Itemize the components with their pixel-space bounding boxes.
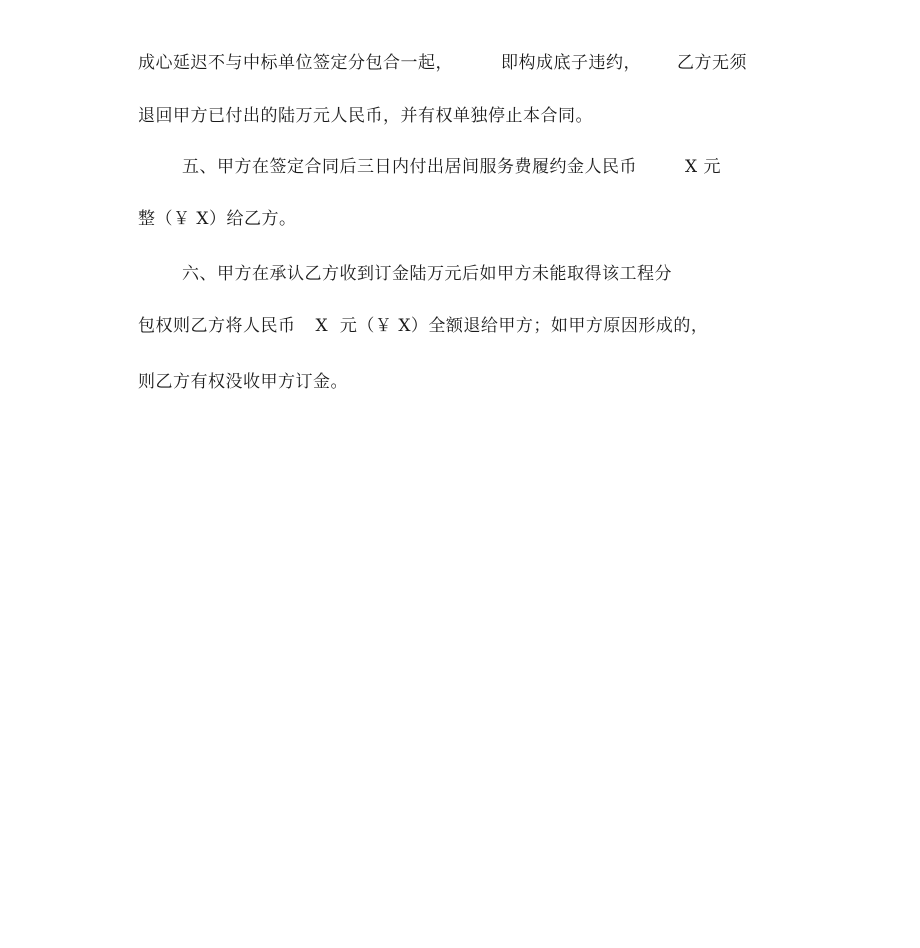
line1-part2: 即构成底子违约， [501, 53, 641, 73]
line3-part1: 五、甲方在签定合同后三日内付出居间服务费履约金人民币 [182, 157, 637, 177]
paragraph-line-1 [138, 51, 747, 75]
clause-five-line-1 [182, 155, 721, 179]
clause-six-line-1: 六、甲方在承认乙方收到订金陆万元后如甲方未能取得该工程分 [182, 264, 672, 284]
line6-part1: 包权则乙方将人民币 [138, 316, 296, 336]
line6-part2: X 元（￥ X）全额退给甲方；如甲方原因形成的， [315, 316, 709, 336]
line1-part1: 成心延迟不与中标单位签定分包合一起， [138, 53, 453, 73]
clause-five-line-2: 整（￥ X）给乙方。 [138, 209, 297, 229]
line3-part2: X 元 [685, 157, 722, 177]
clause-six-line-3: 则乙方有权没收甲方订金。 [138, 372, 348, 392]
line1-part3: 乙方无须 [677, 53, 747, 73]
paragraph-line-2: 退回甲方已付出的陆万元人民币，并有权单独停止本合同。 [138, 106, 593, 126]
clause-six-line-2 [138, 314, 708, 338]
